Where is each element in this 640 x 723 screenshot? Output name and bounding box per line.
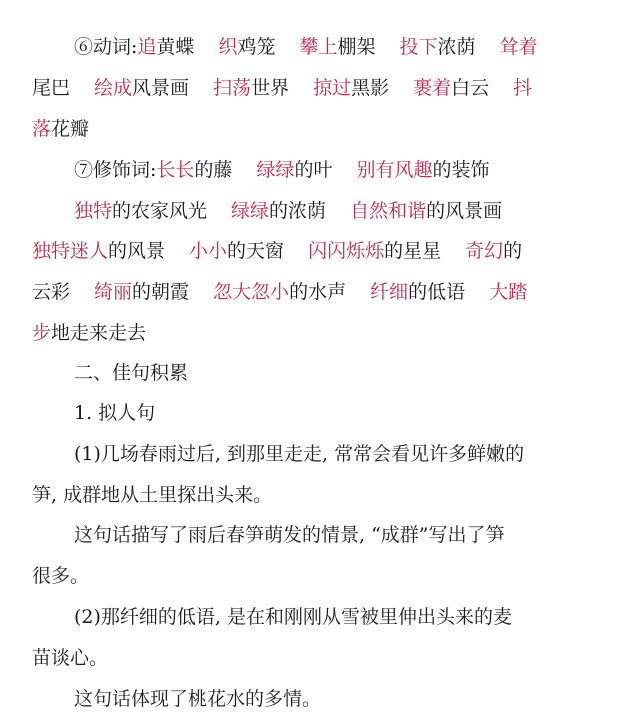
- text-segment: 笋, 成群地从土里探出头来。: [32, 484, 273, 506]
- text-segment: (2)那纤细的低语, 是在和刚刚从雪被里伸出头来的麦: [74, 606, 512, 628]
- highlighted-word: 耸着: [499, 36, 538, 58]
- highlighted-word: 闪闪烁烁: [308, 240, 385, 262]
- text-segment: 黄蝶: [156, 36, 195, 58]
- text-segment: 的风景画: [426, 200, 503, 222]
- highlighted-word: 追: [137, 36, 157, 58]
- text-segment: 这句话描写了雨后春笋萌发的情景, “成群”写出了笋: [74, 524, 505, 546]
- text-segment: 的藤: [194, 159, 233, 181]
- highlighted-word: 抖: [513, 77, 533, 99]
- text-segment: 很多。: [32, 565, 90, 587]
- text-segment: 花瓣: [51, 118, 90, 140]
- text-segment: 的: [503, 240, 523, 262]
- text-segment: 这句话体现了桃花水的多情。: [74, 688, 322, 710]
- highlighted-word: 自然和谐: [350, 200, 427, 222]
- text-segment: 尾巴: [32, 77, 71, 99]
- line-5: [74, 198, 502, 224]
- highlighted-word: 裹着: [413, 77, 452, 99]
- highlighted-word: 步: [32, 322, 52, 344]
- line-1: [74, 34, 538, 60]
- highlighted-word: 长长: [156, 159, 195, 181]
- highlighted-word: 扫荡: [213, 77, 252, 99]
- line-17: [74, 686, 321, 712]
- line-12: [32, 482, 272, 508]
- text-segment: 的装饰: [432, 159, 490, 181]
- text-segment: (1)几场春雨过后, 到那里走走, 常常会看见许多鲜嫩的: [74, 443, 525, 465]
- text-segment: ⑥动词:: [74, 36, 138, 58]
- highlighted-word: 独特: [74, 200, 113, 222]
- text-segment: 的农家风光: [112, 200, 208, 222]
- subsection-heading: [74, 400, 155, 426]
- line-15: [74, 604, 512, 630]
- text-segment: 的天窗: [227, 240, 285, 262]
- line-2: [32, 75, 532, 101]
- text-segment: 的风景: [108, 240, 166, 262]
- highlighted-word: 大踏: [489, 281, 528, 303]
- line-7: [32, 279, 527, 305]
- highlighted-word: 投下: [399, 36, 438, 58]
- line-16: [32, 645, 108, 671]
- text-segment: 风景画: [132, 77, 190, 99]
- text-segment: 的低语: [408, 281, 466, 303]
- line-4: [74, 157, 490, 183]
- text-segment: 的浓荫: [269, 200, 327, 222]
- line-6: [32, 238, 522, 264]
- text-segment: 云彩: [32, 281, 71, 303]
- text-segment: 的朝霞: [132, 281, 190, 303]
- highlighted-word: 绿绿: [256, 159, 295, 181]
- highlighted-word: 织: [218, 36, 238, 58]
- highlighted-word: 别有风趣: [356, 159, 433, 181]
- highlighted-word: 奇幻: [465, 240, 504, 262]
- highlighted-word: 绿绿: [231, 200, 270, 222]
- text-segment: 世界: [251, 77, 290, 99]
- text-segment: 棚架: [337, 36, 376, 58]
- text-segment: 1. 拟人句: [74, 402, 156, 424]
- text-segment: ⑦修饰词:: [74, 159, 157, 181]
- line-11: [74, 441, 524, 467]
- text-segment: 浓荫: [437, 36, 476, 58]
- text-segment: 地走来走去: [51, 322, 147, 344]
- text-segment: 的星星: [384, 240, 442, 262]
- highlighted-word: 落: [32, 118, 52, 140]
- highlighted-word: 绘成: [94, 77, 133, 99]
- highlighted-word: 独特迷人: [32, 240, 109, 262]
- highlighted-word: 小小: [189, 240, 228, 262]
- text-segment: 的水声: [289, 281, 347, 303]
- highlighted-word: 掠过: [313, 77, 352, 99]
- line-8: [32, 320, 146, 346]
- highlighted-word: 纤细: [370, 281, 409, 303]
- line-13: [74, 522, 505, 548]
- text-segment: 黑影: [351, 77, 390, 99]
- text-segment: 苗谈心。: [32, 647, 109, 669]
- highlighted-word: 攀上: [299, 36, 338, 58]
- text-segment: 的叶: [294, 159, 333, 181]
- text-segment: 白云: [451, 77, 490, 99]
- section-heading: [74, 360, 188, 386]
- text-segment: 二、佳句积累: [74, 362, 189, 384]
- line-14: [32, 563, 89, 589]
- text-segment: 鸡笼: [237, 36, 276, 58]
- line-3: [32, 116, 89, 142]
- highlighted-word: 忽大忽小: [213, 281, 290, 303]
- highlighted-word: 绮丽: [94, 281, 133, 303]
